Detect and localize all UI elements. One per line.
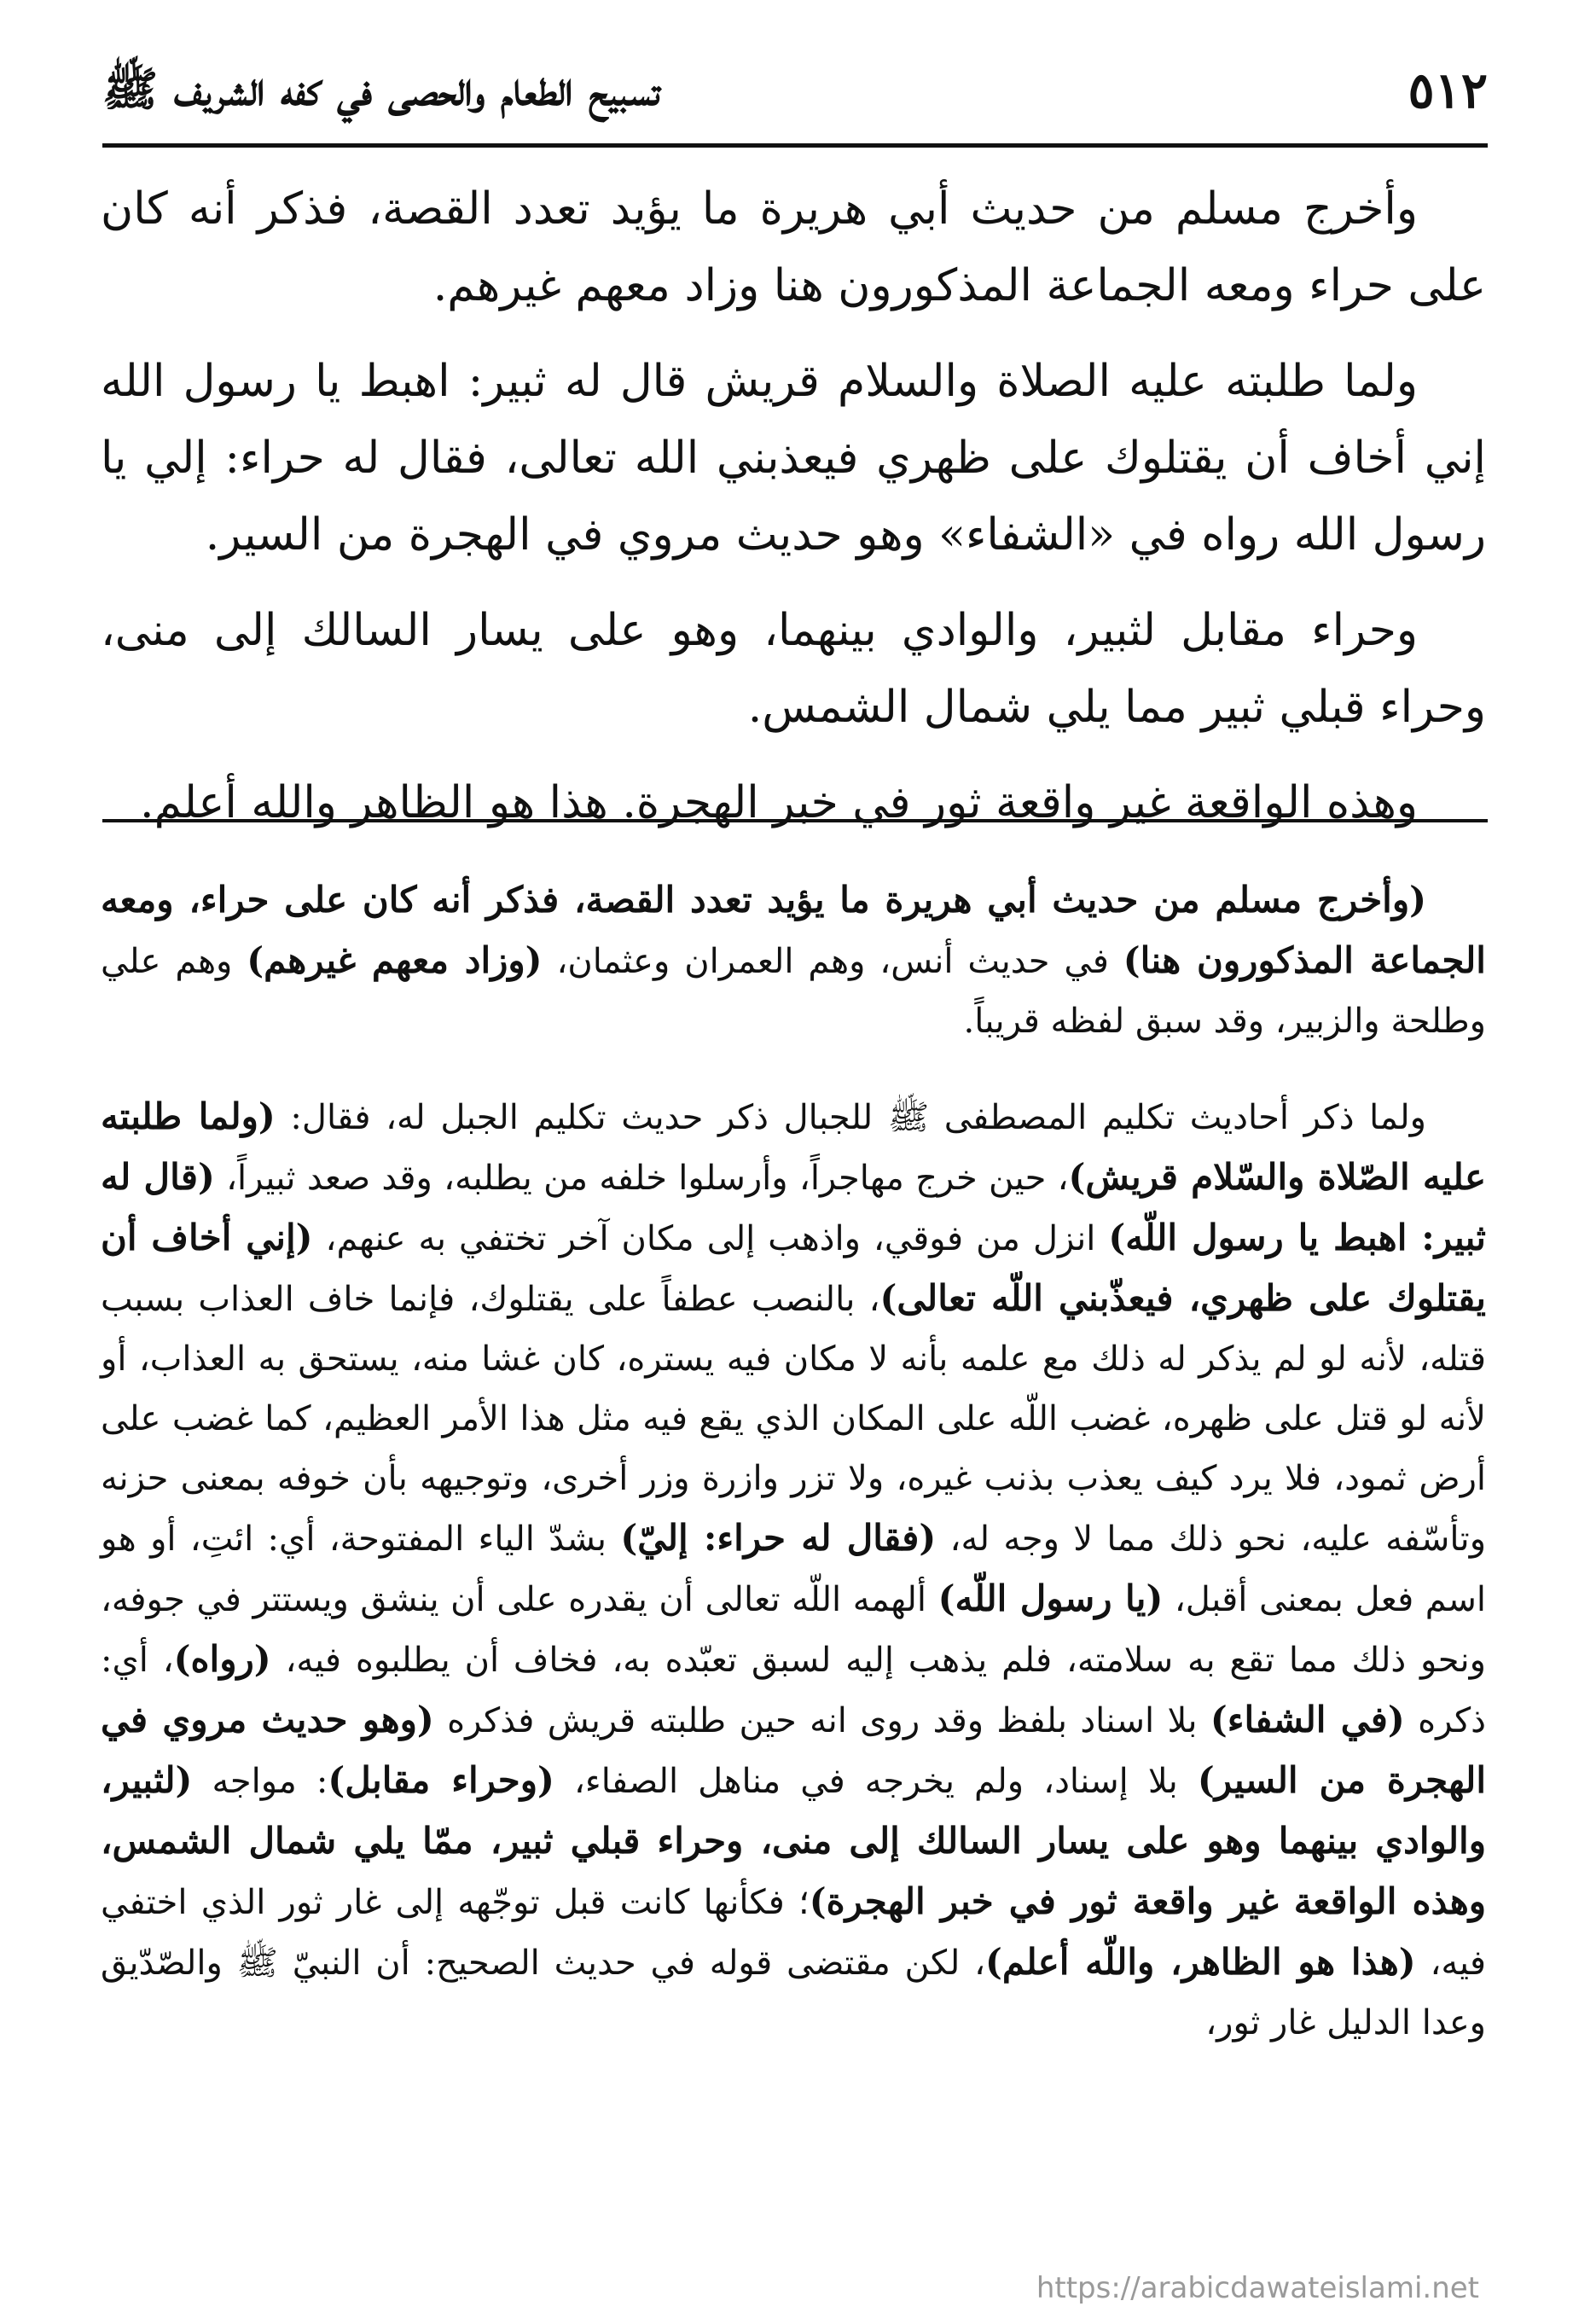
- page-header: [102, 53, 1488, 147]
- section-divider: [102, 819, 1488, 822]
- quoted-text: (وحراء مقابل): [328, 1759, 554, 1801]
- quoted-text: (رواه): [173, 1638, 271, 1680]
- main-paragraph: وهذه الواقعة غير واقعة ثور في خبر الهجرة. هذا هو الظاهر والله أعلم.: [140, 777, 1418, 828]
- quoted-text: (فقال له حراء: إليّ): [620, 1517, 937, 1559]
- header-rule: [102, 143, 1488, 148]
- commentary-text-run: بلا اسناد بلفظ وقد روى انه حين طلبته قريش فذكره: [433, 1701, 1210, 1740]
- commentary-text-run: ، حين خرج مهاجراً، وأرسلوا خلفه من يطلبه، وقد صعد ثبيراً،: [214, 1159, 1069, 1198]
- commentary-text-run: : مواجه: [192, 1762, 328, 1801]
- commentary-paragraph: [101, 1087, 1486, 2053]
- main-text: [101, 171, 1486, 860]
- main-paragraph: وأخرج مسلم من حديث أبي هريرة ما يؤيد تعدد القصة، فذكر أنه كان على حراء ومعه الجماعة المذكورون هنا وزاد معهم غيرهم.: [101, 183, 1486, 311]
- quoted-text: (وزاد معهم غيرهم): [247, 939, 543, 981]
- commentary-text-run: انزل من فوقي، واذهب إلى مكان آخر تختفي به عنهم،: [312, 1219, 1109, 1258]
- commentary-text-run: ولما ذكر أحاديث تكليم المصطفى ﷺ للجبال ذكر حديث تكليم الجبل له، فقال:: [275, 1098, 1426, 1137]
- commentary-text-run: وهم علي وطلحة والزبير، وقد سبق لفظه قريباً.: [101, 942, 1486, 1041]
- commentary-paragraph: [101, 870, 1486, 1051]
- watermark-url: https://arabicdawateislami.net: [1036, 2271, 1479, 2305]
- commentary-text-run: ألهمه اللّه تعالى أن يقدره على أن ينشق ويستتر في جوفه، ونحو ذلك مما تقع به سلامته، فلم يذهب إليه لسبق تعبّده به، فخاف أن يطلبوه فيه،: [101, 1580, 1486, 1680]
- quoted-text: (هذا هو الظاهر، واللّه أعلم): [985, 1941, 1416, 1983]
- commentary-text-run: ، بالنصب عطفاً على يقتلوك، فإنما خاف العذاب بسبب قتله، لأنه لو لم يذكر له ذلك مع علمه بأنه لا مكان فيه يستره، كان غشا منه، يستحق به العذاب، أو لأنه لو قتل على ظهره، غضب اللّه على المكان الذي يقع فيه مثل هذا الأمر العظيم، كما غضب على أرض ثمود، فلا يرد كيف يعذب بذنب غيره، ولا تزر وازرة وزر أخرى، وتوجيهه بأن خوفه بمعنى حزنه وتأسّفه عليه، نحو ذلك مما لا وجه له،: [101, 1280, 1487, 1559]
- quoted-text: (لثبير، والوادي بينهما وهو على يسار السالك إلى منى، وحراء قبلي ثبير، ممّا يلي شمال الشمس، وهذه الواقعة غير واقعة ثور في خبر الهجرة): [101, 1759, 1486, 1922]
- running-title: تسبيح الطعام والحصى في كفه الشريف ﷺ: [102, 61, 660, 116]
- quoted-text: (إني أخاف أن يقتلوك على ظهري، فيعذّبني اللّه تعالى): [101, 1217, 1486, 1319]
- commentary-text-run: بلا إسناد، ولم يخرجه في مناهل الصفاء،: [554, 1762, 1198, 1801]
- commentary-text-run: ؛ فكأنها كانت قبل توجّهه إلى غار ثور الذي اختفي فيه،: [101, 1883, 1487, 1983]
- commentary-text: [101, 870, 1486, 2053]
- commentary-text-run: في حديث أنس، وهم العمران وعثمان،: [542, 942, 1123, 981]
- commentary-text-run: ، لكن مقتضى قوله في حديث الصحيح: أن النبيّ ﷺ والصّدّيق وعدا الدليل غار ثور،: [101, 1943, 1486, 2042]
- quoted-text: (قال له ثبير: اهبط يا رسول اللّه): [101, 1156, 1486, 1258]
- main-paragraph: وحراء مقابل لثبير، والوادي بينهما، وهو على يسار السالك إلى منى، وحراء قبلي ثبير مما يلي شمال الشمس.: [101, 605, 1486, 733]
- commentary-text-run: ، أي: ذكره: [101, 1641, 1486, 1740]
- main-paragraph: ولما طلبته عليه الصلاة والسلام قريش قال له ثبير: اهبط يا رسول الله إني أخاف أن يقتلوك على ظهري فيعذبني الله تعالى، فقال له حراء: إلي يا رسول الله رواه في «الشفاء» وهو حديث مروي في الهجرة من السير.: [101, 356, 1486, 561]
- quoted-text: (يا رسول اللّه): [937, 1577, 1164, 1619]
- page-number: ٥١٢: [1408, 61, 1488, 119]
- quoted-text: (ولما طلبته عليه الصّلاة والسّلام قريش): [101, 1095, 1486, 1198]
- commentary-text-run: بشدّ الياء المفتوحة، أي: ائتِ، أو هو اسم فعل بمعنى أقبل،: [101, 1519, 1486, 1619]
- quoted-text: (في الشفاء): [1210, 1699, 1405, 1740]
- quoted-text: (وهو حديث مروي في الهجرة من السير): [101, 1699, 1487, 1801]
- quoted-text: (وأخرج مسلم من حديث أبي هريرة ما يؤيد تعدد القصة، فذكر أنه كان على حراء، ومعه الجماعة المذكورون هنا): [101, 879, 1486, 981]
